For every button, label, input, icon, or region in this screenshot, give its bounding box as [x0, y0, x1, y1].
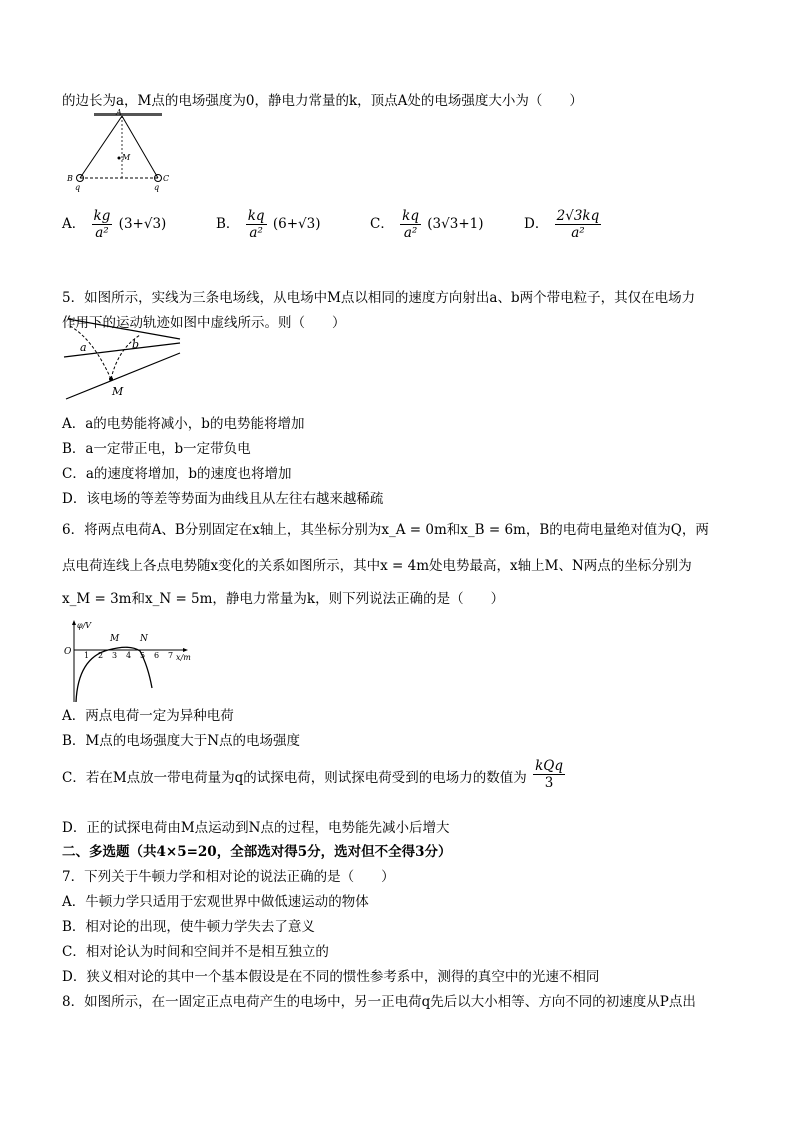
q8-stem: 8．如图所示，在一固定正点电荷产生的电场中，另一正电荷q先后以大小相等、方向不同的初速度从P点出: [62, 994, 696, 1010]
q5-stem-line2: 作用下的运动轨迹如图中虚线所示。则（ ）: [62, 315, 346, 331]
q6-point-N: N: [140, 634, 148, 644]
section-2-heading: 二、多选题（共4×5=20，全部选对得5分，选对但不全得3分）: [62, 844, 452, 860]
q4-label-q2: q: [154, 183, 160, 192]
q5-option-a[interactable]: A．a的电势能将减小，b的电势能将增加: [62, 416, 305, 432]
q6-stem-line2: 点电荷连线上各点电势随x变化的关系如图所示，其中x = 4m处电势最高，x轴上M、N两点的坐标分别为: [62, 558, 692, 574]
q6-tick-3: 3: [112, 651, 118, 660]
q4-option-c[interactable]: C． $\frac{kq}{\text{a²}}$ (3√3+1): [370, 208, 484, 241]
q7-option-b[interactable]: B．相对论的出现，使牛顿力学失去了意义: [62, 919, 315, 935]
q7-option-c[interactable]: C．相对论认为时间和空间并不是相互独立的: [62, 944, 329, 960]
q4-stem: 的边长为a，M点的电场强度为0，静电力常量的k，顶点A处的电场强度大小为（ ）: [62, 93, 583, 109]
q4-option-a[interactable]: A． $\frac{kg}{\text{a²}}$ (3+√3): [62, 208, 167, 241]
q6-option-b[interactable]: B．M点的电场强度大于N点的电场强度: [62, 733, 301, 749]
q5-option-d[interactable]: D．该电场的等差等势面为曲线且从左往右越来越稀疏: [62, 491, 384, 507]
q6-option-d[interactable]: D．正的试探电荷由M点运动到N点的过程，电势能先减小后增大: [62, 820, 450, 836]
q6-tick-7: 7: [168, 651, 174, 660]
q4-label-M: M: [122, 153, 131, 162]
q4-triangle-figure: [58, 108, 178, 194]
q6-option-c[interactable]: C．若在M点放一带电荷量为q的试探电荷，则试探电荷受到的电场力的数值为 $\frac{\text{kQq}}{3}$: [62, 758, 563, 791]
q4-option-b[interactable]: B． $\frac{kq}{\text{a²}}$ (6+√3): [216, 208, 321, 241]
q6-xlabel: x/m: [176, 653, 191, 662]
q7-stem: 7．下列关于牛顿力学和相对论的说法正确的是（ ）: [62, 869, 395, 885]
q5-option-c[interactable]: C．a的速度将增加，b的速度也将增加: [62, 466, 292, 482]
q5-stem-line1: 5．如图所示，实线为三条电场线，从电场中M点以相同的速度方向射出a、b两个带电粒子，其仅在电场力: [62, 290, 696, 306]
q6-origin: O: [64, 647, 72, 657]
q6-tick-4: 4: [126, 651, 132, 660]
q6-tick-6: 6: [154, 651, 160, 660]
q4-label-B: B: [67, 174, 73, 183]
q4-label-C: C: [163, 174, 170, 183]
q6-tick-5: 5: [140, 651, 146, 660]
q4-label-A: A: [116, 108, 122, 117]
q7-option-d[interactable]: D．狭义相对论的其中一个基本假设是在不同的惯性参考系中，测得的真空中的光速不相同: [62, 969, 600, 985]
q4-label-q1: q: [75, 183, 81, 192]
q5-field-figure: [62, 313, 184, 403]
q6-potential-graph: [60, 618, 200, 704]
q6-tick-1: 1: [84, 651, 90, 660]
q5-label-a: a: [80, 341, 87, 354]
q6-tick-2: 2: [98, 651, 104, 660]
q6-option-a[interactable]: A．两点电荷一定为异种电荷: [62, 708, 234, 724]
q6-stem-line3: x_M = 3m和x_N = 5m，静电力常量为k，则下列说法正确的是（ ）: [62, 591, 505, 607]
q6-ylabel: φ/V: [77, 621, 92, 630]
q5-label-M: M: [112, 385, 124, 398]
q6-stem-line1: 6．将两点电荷A、B分别固定在x轴上，其坐标分别为x_A = 0m和x_B = 6m，B的电荷电量绝对值为Q，两: [62, 522, 709, 538]
q5-label-b: b: [132, 338, 140, 351]
q4-option-d[interactable]: D． $\frac{2√3kq}{\text{a²}}$: [524, 208, 600, 241]
q5-option-b[interactable]: B．a一定带正电，b一定带负电: [62, 441, 251, 457]
q7-option-a[interactable]: A．牛顿力学只适用于宏观世界中做低速运动的物体: [62, 894, 369, 910]
q5-field-line-top: [68, 319, 180, 339]
q6-point-M: M: [110, 634, 120, 644]
q4-ceiling-bar: [94, 113, 162, 116]
